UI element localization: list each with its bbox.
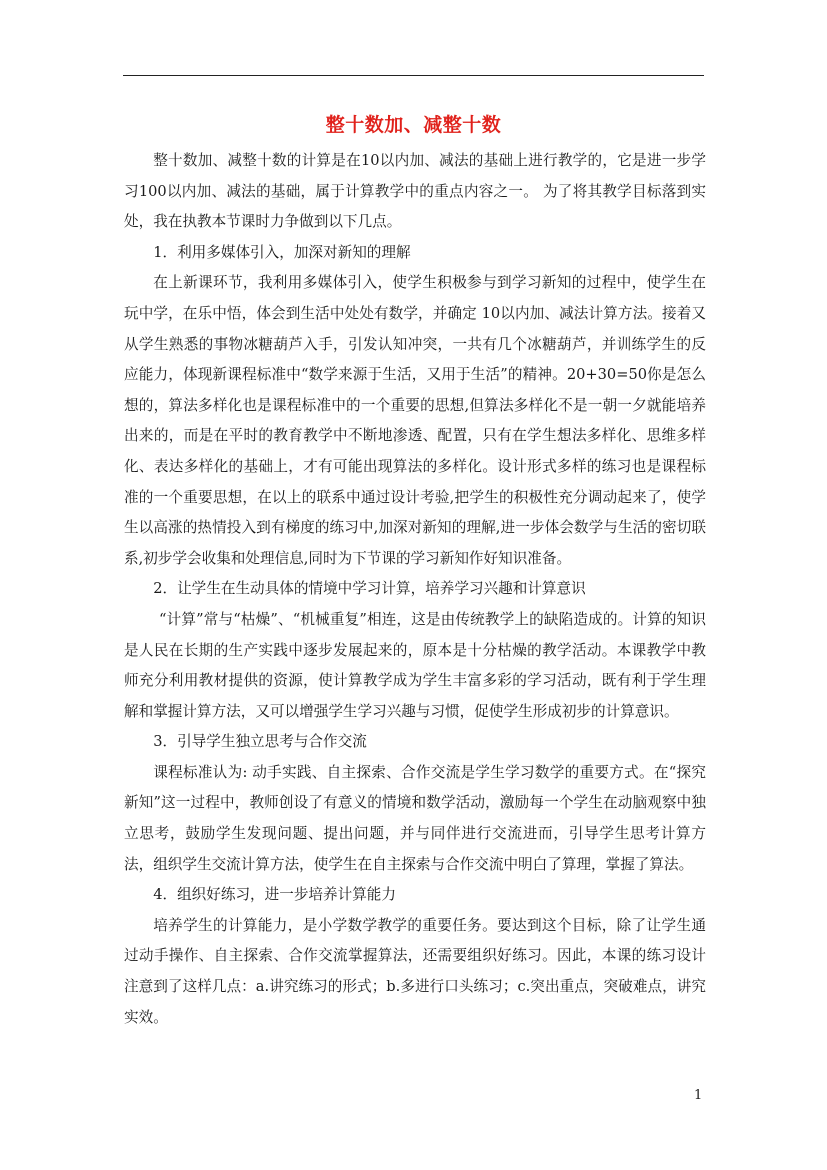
- document-body: [124, 146, 706, 1033]
- paragraph-section-4: 培养学生的计算能力，是小学数学教学的重要任务。要达到这个目标，除了让学生通过动手操作、自主探索、合作交流掌握算法，还需要组织好练习。因此，本课的练习设计注意到了这样几点：a.讲究练习的形式；b.多进行口头练习；c.突出重点，突破难点，讲究实效。: [124, 916, 706, 1026]
- section-heading-3: 3．引导学生独立思考与合作交流: [153, 733, 367, 751]
- section-heading-2: 2．让学生在生动具体的情境中学习计算，培养学习兴趣和计算意识: [153, 580, 586, 598]
- paragraph-section-1: 在上新课环节，我利用多媒体引入，使学生积极参与到学习新知的过程中，使学生在玩中学，在乐中悟，体会到生活中处处有数学，并确定 10以内加、减法计算方法。接着又从学生熟悉的事物冰糖葫芦入手，引发认知冲突，一共有几个冰糖葫芦，并训练学生的反应能力，体现新课程标准中“数学来源于生活，又用于生活”的精神。20+30=50你是怎么想的，算法多样化也是课程标准中的一个重要的思想,但算法多样化不是一朝一夕就能培养出来的，而是在平时的教育教学中不断地渗透、配置，只有在学生想法多样化、思维多样化、表达多样化的基础上，才有可能出现算法的多样化。设计形式多样的练习也是课程标准的一个重要思想，在以上的联系中通过设计考验,把学生的积极性充分调动起来了，使学生以高涨的热情投入到有梯度的练习中,加深对新知的理解,进一步体会数学与生活的密切联系,初步学会收集和处理信息,同时为下节课的学习新知作好知识准备。: [124, 274, 706, 567]
- section-heading-4: 4．组织好练习，进一步培养计算能力: [153, 886, 396, 904]
- header-rule: [123, 75, 704, 76]
- page-number: 1: [694, 1088, 703, 1103]
- paragraph-section-3: 课程标准认为: 动手实践、自主探索、合作交流是学生学习数学的重要方式。在“探究新知”这一过程中，教师创设了有意义的情境和数学活动，激励每一个学生在动脑观察中独立思考，鼓励学生发现问题、提出问题，并与同伴进行交流进而，引导学生思考计算方法，组织学生交流计算方法，使学生在自主探索与合作交流中明白了算理，掌握了算法。: [124, 763, 706, 873]
- paragraph-section-2: “计算”常与“枯燥”、“机械重复”相连，这是由传统教学上的缺陷造成的。计算的知识是人民在长期的生产实践中逐步发展起来的，原本是十分枯燥的教学活动。本课教学中教师充分利用教材提供的资源，使计算教学成为学生丰富多彩的学习活动，既有利于学生理解和掌握计算方法，又可以增强学生学习兴趣与习惯，促使学生形成初步的计算意识。: [124, 610, 706, 720]
- paragraph-intro: 整十数加、减整十数的计算是在10以内加、减法的基础上进行教学的，它是进一步学习100以内加、减法的基础，属于计算教学中的重点内容之一。 为了将其教学目标落到实处，我在执教本节课时力争做到以下几点。: [124, 152, 706, 231]
- section-heading-1: 1．利用多媒体引入，加深对新知的理解: [153, 243, 411, 261]
- document-title: 整十数加、减整十数: [325, 114, 502, 136]
